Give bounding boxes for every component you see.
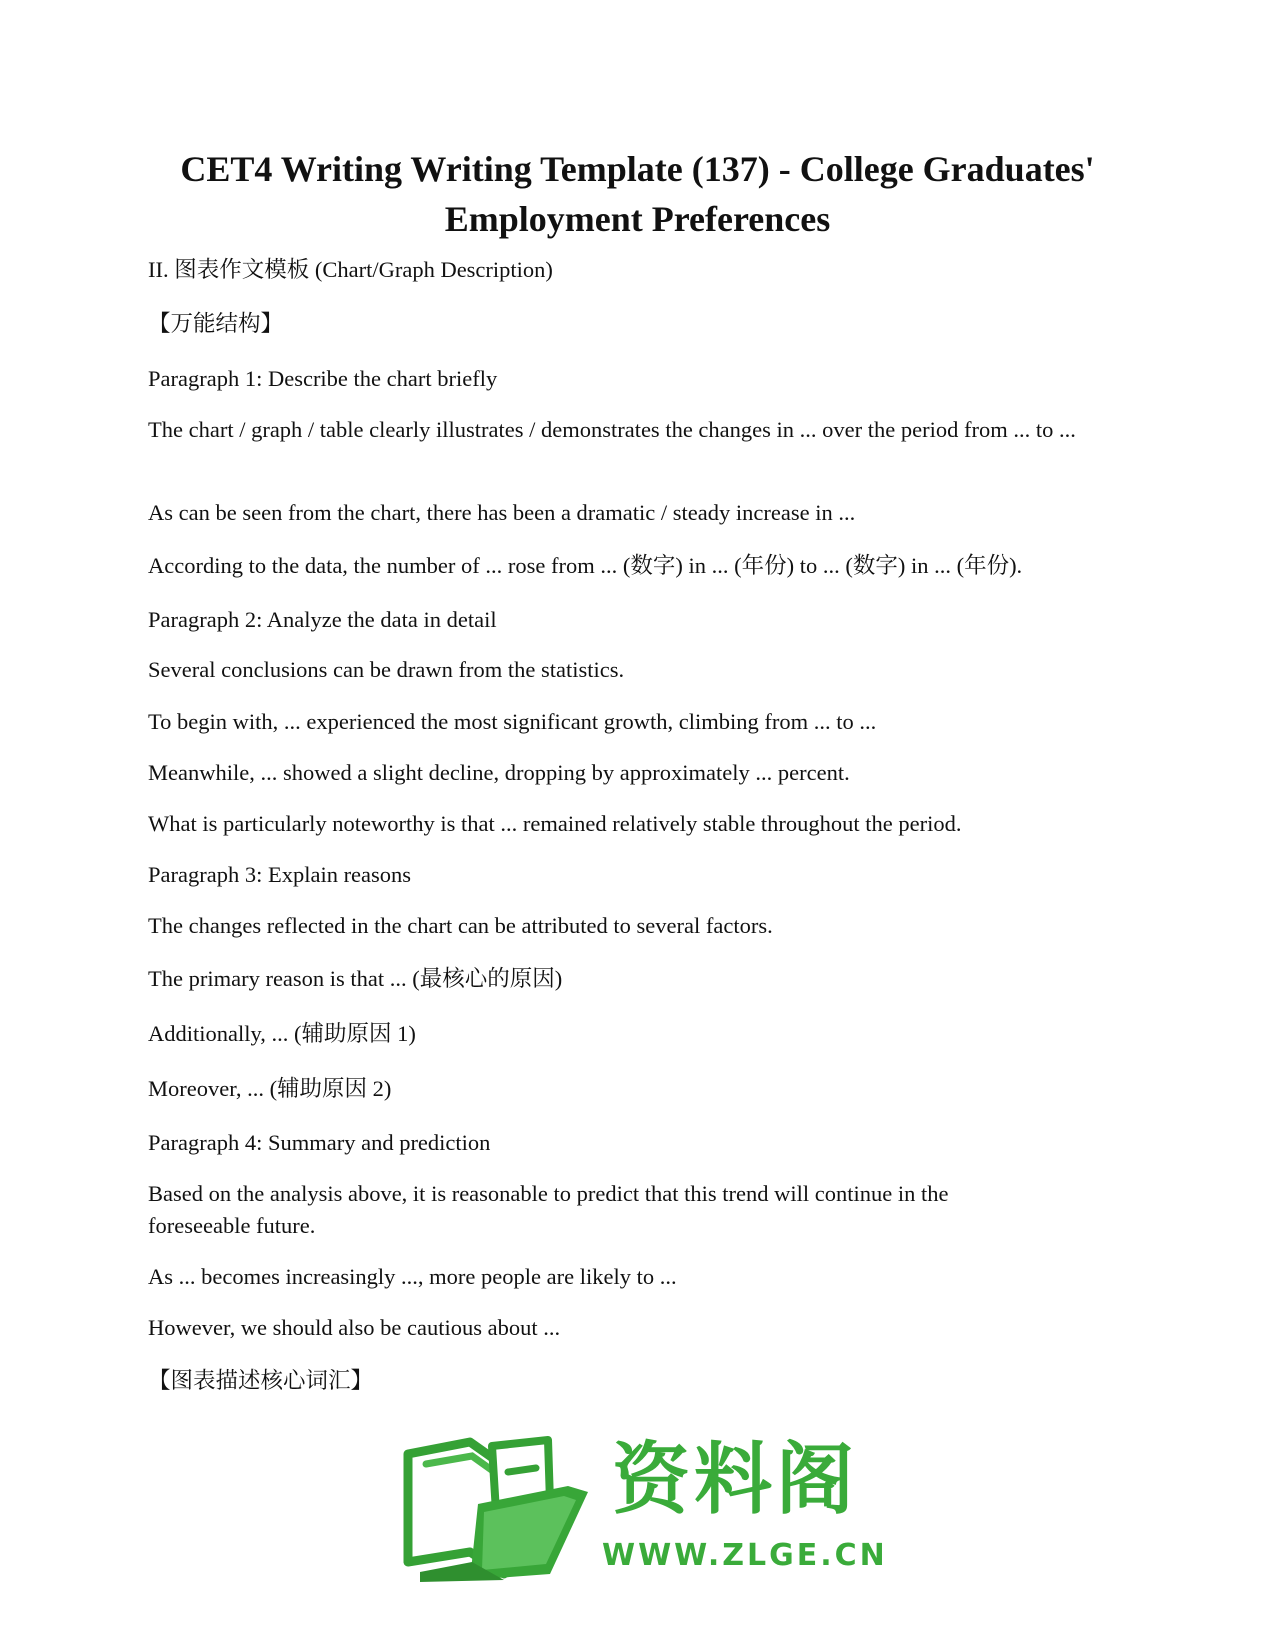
template-line: Several conclusions can be drawn from the statistics. (148, 657, 625, 682)
structure-heading: 【万能结构】 (148, 311, 284, 336)
template-line: To begin with, ... experienced the most significant growth, climbing from ... to ... (148, 709, 877, 734)
template-line: Additionally, ... (辅助原因 1) (148, 1021, 416, 1046)
template-line: Based on the analysis above, it is reasonable to predict that this trend will continue in the foreseeable future. (148, 1181, 949, 1238)
template-line: As can be seen from the chart, there has been a dramatic / steady increase in ... (148, 500, 856, 525)
section-heading: II. 图表作文模板 (Chart/Graph Description) (148, 257, 553, 282)
template-line: The chart / graph / table clearly illustrates / demonstrates the changes in ... over the period from ... to ... (148, 417, 1076, 442)
template-line: According to the data, the number of ... rose from ... (数字) in ... (年份) to ... (数字) in ... (年份). (148, 553, 1023, 578)
template-line: Moreover, ... (辅助原因 2) (148, 1076, 392, 1101)
watermark-url: WWW.ZLGE.CN (602, 1538, 888, 1573)
open-book-folder-logo-icon (400, 1434, 600, 1584)
template-line: The primary reason is that ... (最核心的原因) (148, 966, 563, 991)
template-line: As ... becomes increasingly ..., more people are likely to ... (148, 1264, 677, 1289)
watermark-name: 资料阁 (612, 1435, 859, 1525)
vocabulary-heading: 【图表描述核心词汇】 (148, 1368, 374, 1393)
template-line: However, we should also be cautious about ... (148, 1315, 561, 1340)
template-line: The changes reflected in the chart can be attributed to several factors. (148, 913, 773, 938)
paragraph-4-heading: Paragraph 4: Summary and prediction (148, 1130, 491, 1155)
document-title: CET4 Writing Writing Template (137) - College Graduates' Employment Preferences (180, 149, 1095, 239)
template-line: What is particularly noteworthy is that ... remained relatively stable throughout the period. (148, 811, 962, 836)
paragraph-1-heading: Paragraph 1: Describe the chart briefly (148, 366, 498, 391)
watermark-logo (400, 1432, 888, 1592)
paragraph-3-heading: Paragraph 3: Explain reasons (148, 862, 412, 887)
paragraph-2-heading: Paragraph 2: Analyze the data in detail (148, 607, 497, 632)
template-line: Meanwhile, ... showed a slight decline, dropping by approximately ... percent. (148, 760, 850, 785)
